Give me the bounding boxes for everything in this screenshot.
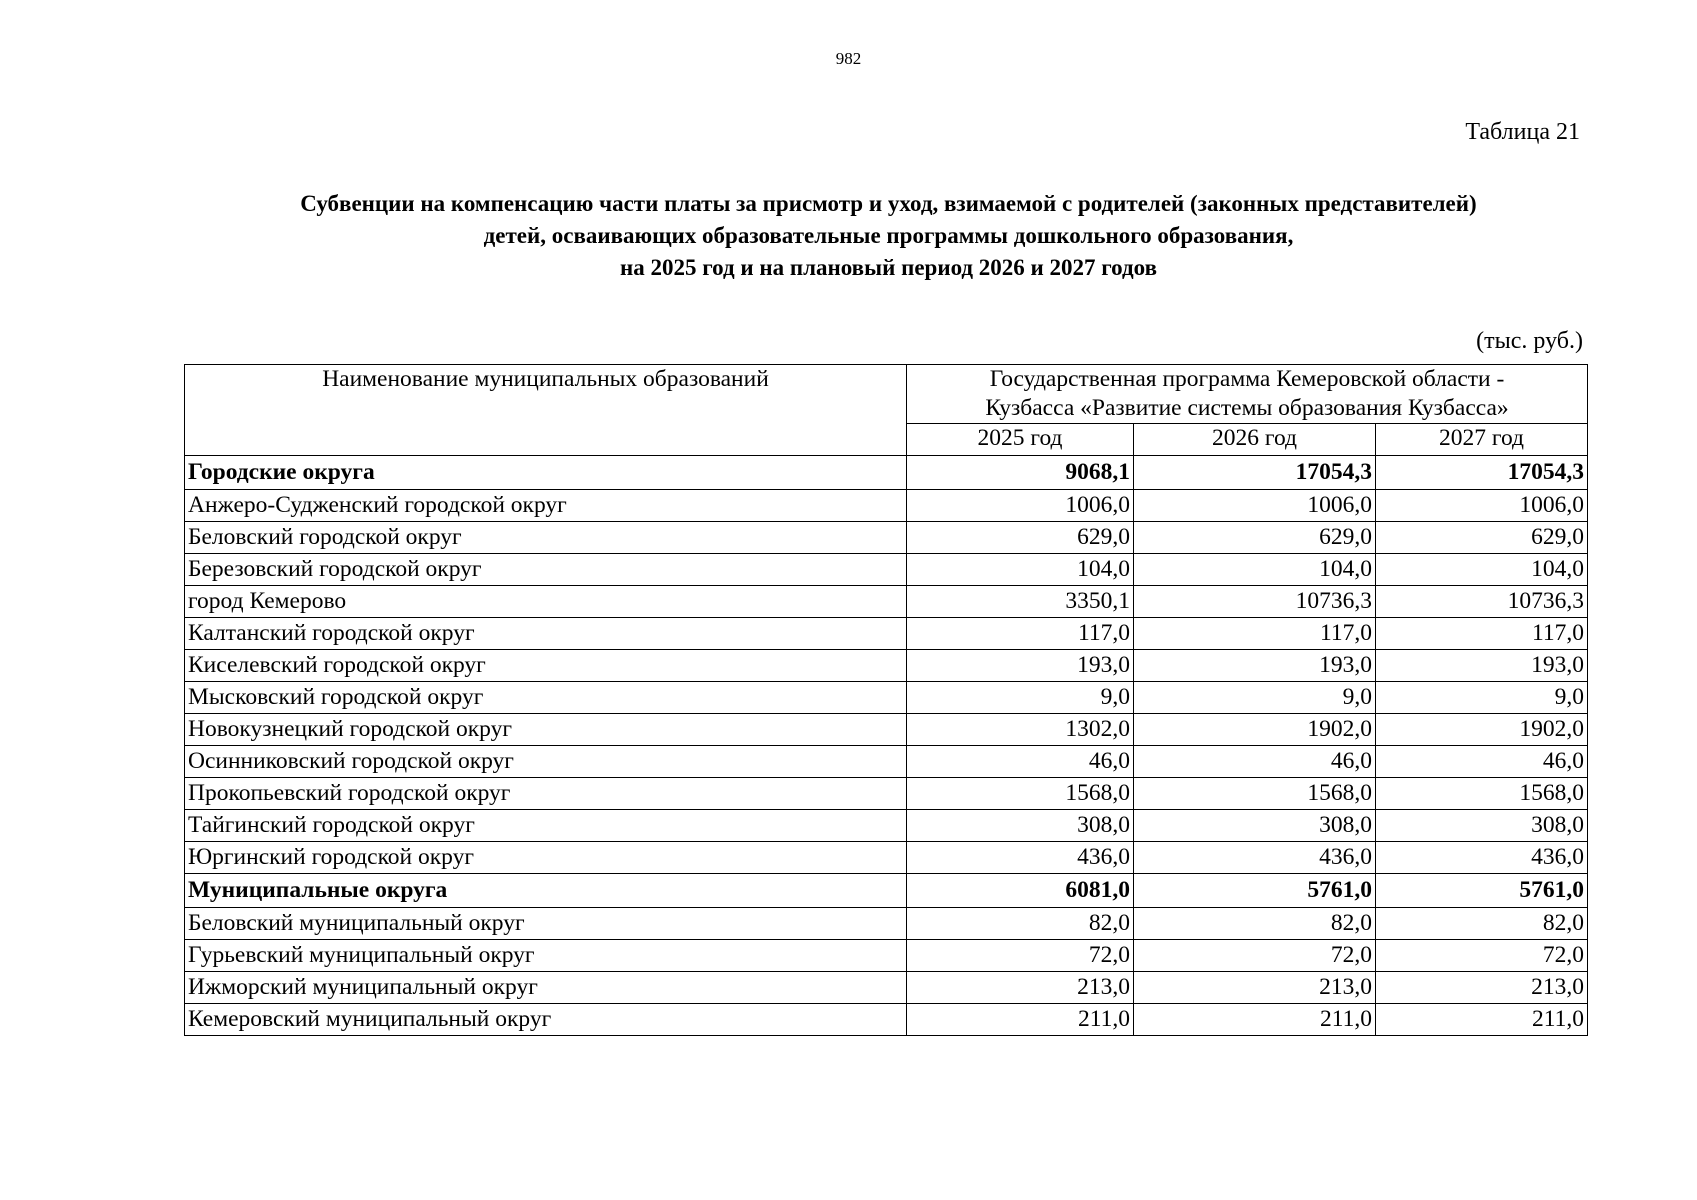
value-2025: 104,0 [907, 554, 1134, 586]
value-2026: 211,0 [1134, 1004, 1376, 1036]
page-number: 982 [835, 49, 862, 68]
value-2027: 629,0 [1376, 522, 1588, 554]
municipality-name: Новокузнецкий городской округ [185, 714, 907, 746]
header-year-2027: 2027 год [1376, 424, 1588, 456]
municipality-name: Калтанский городской округ [185, 618, 907, 650]
table-group-row [185, 874, 1588, 908]
municipality-name: Гурьевский муниципальный округ [185, 940, 907, 972]
value-2025: 1302,0 [907, 714, 1134, 746]
table-row [185, 650, 1588, 682]
value-2026: 17054,3 [1134, 456, 1376, 490]
municipality-name: Березовский городской округ [185, 554, 907, 586]
value-2026: 117,0 [1134, 618, 1376, 650]
municipality-name: Осинниковский городской округ [185, 746, 907, 778]
table-row [185, 1004, 1588, 1036]
municipality-name: Киселевский городской округ [185, 650, 907, 682]
municipality-name: Тайгинский городской округ [185, 810, 907, 842]
table-label: Таблица 21 [1465, 119, 1580, 145]
value-2026: 5761,0 [1134, 874, 1376, 908]
header-program [907, 365, 1588, 424]
header-year-2026: 2026 год [1134, 424, 1376, 456]
value-2025: 213,0 [907, 972, 1134, 1004]
value-2027: 1902,0 [1376, 714, 1588, 746]
value-2026: 1902,0 [1134, 714, 1376, 746]
value-2025: 211,0 [907, 1004, 1134, 1036]
value-2025: 193,0 [907, 650, 1134, 682]
municipality-name: Муниципальные округа [185, 874, 907, 908]
value-2027: 72,0 [1376, 940, 1588, 972]
table-row [185, 940, 1588, 972]
municipality-name: Городские округа [185, 456, 907, 490]
municipality-name: Прокопьевский городской округ [185, 778, 907, 810]
subsidies-table [184, 364, 1588, 1036]
table-body [185, 456, 1588, 1036]
value-2027: 436,0 [1376, 842, 1588, 874]
value-2025: 308,0 [907, 810, 1134, 842]
value-2027: 211,0 [1376, 1004, 1588, 1036]
value-2027: 117,0 [1376, 618, 1588, 650]
value-2025: 1568,0 [907, 778, 1134, 810]
header-year-2025: 2025 год [907, 424, 1134, 456]
value-2027: 5761,0 [1376, 874, 1588, 908]
table-row [185, 490, 1588, 522]
title-line-2: детей, осваивающих образовательные программы дошкольного образования, [483, 223, 1294, 248]
value-2026: 436,0 [1134, 842, 1376, 874]
value-2027: 104,0 [1376, 554, 1588, 586]
table-row [185, 682, 1588, 714]
municipality-name: Беловский городской округ [185, 522, 907, 554]
value-2027: 82,0 [1376, 908, 1588, 940]
value-2027: 17054,3 [1376, 456, 1588, 490]
units-label: (тыс. руб.) [1476, 328, 1583, 354]
table-row [185, 778, 1588, 810]
value-2025: 6081,0 [907, 874, 1134, 908]
municipality-name: Юргинский городской округ [185, 842, 907, 874]
value-2027: 1006,0 [1376, 490, 1588, 522]
municipality-name: Анжеро-Судженский городской округ [185, 490, 907, 522]
value-2025: 3350,1 [907, 586, 1134, 618]
municipality-name: Беловский муниципальный округ [185, 908, 907, 940]
table-row [185, 908, 1588, 940]
table-row [185, 618, 1588, 650]
value-2025: 117,0 [907, 618, 1134, 650]
value-2026: 82,0 [1134, 908, 1376, 940]
municipality-name: Мысковский городской округ [185, 682, 907, 714]
value-2027: 308,0 [1376, 810, 1588, 842]
value-2027: 46,0 [1376, 746, 1588, 778]
value-2027: 10736,3 [1376, 586, 1588, 618]
value-2025: 436,0 [907, 842, 1134, 874]
value-2025: 9,0 [907, 682, 1134, 714]
value-2027: 193,0 [1376, 650, 1588, 682]
value-2026: 72,0 [1134, 940, 1376, 972]
value-2027: 1568,0 [1376, 778, 1588, 810]
table-row [185, 972, 1588, 1004]
value-2026: 308,0 [1134, 810, 1376, 842]
value-2026: 193,0 [1134, 650, 1376, 682]
table-group-row [185, 456, 1588, 490]
table-row [185, 586, 1588, 618]
value-2026: 46,0 [1134, 746, 1376, 778]
municipality-name: город Кемерово [185, 586, 907, 618]
table-row [185, 522, 1588, 554]
value-2025: 46,0 [907, 746, 1134, 778]
value-2025: 629,0 [907, 522, 1134, 554]
header-program-line-1: Государственная программа Кемеровской области - [989, 366, 1505, 392]
value-2026: 1568,0 [1134, 778, 1376, 810]
value-2026: 629,0 [1134, 522, 1376, 554]
header-program-line-2: Кузбасса «Развитие системы образования Кузбасса» [985, 395, 1509, 421]
value-2025: 82,0 [907, 908, 1134, 940]
municipality-name: Ижморский муниципальный округ [185, 972, 907, 1004]
value-2027: 213,0 [1376, 972, 1588, 1004]
document-title [120, 188, 1657, 284]
value-2026: 10736,3 [1134, 586, 1376, 618]
value-2027: 9,0 [1376, 682, 1588, 714]
value-2026: 1006,0 [1134, 490, 1376, 522]
title-line-1: Субвенции на компенсацию части платы за присмотр и уход, взимаемой с родителей (законных представителей) [300, 191, 1477, 216]
value-2026: 213,0 [1134, 972, 1376, 1004]
table-row [185, 554, 1588, 586]
table-row [185, 810, 1588, 842]
header-municipality-name: Наименование муниципальных образований [185, 365, 907, 456]
value-2026: 104,0 [1134, 554, 1376, 586]
table-row [185, 714, 1588, 746]
value-2026: 9,0 [1134, 682, 1376, 714]
table-row [185, 746, 1588, 778]
value-2025: 9068,1 [907, 456, 1134, 490]
municipality-name: Кемеровский муниципальный округ [185, 1004, 907, 1036]
table-row [185, 842, 1588, 874]
value-2025: 72,0 [907, 940, 1134, 972]
title-line-3: на 2025 год и на плановый период 2026 и 2027 годов [620, 255, 1157, 280]
value-2025: 1006,0 [907, 490, 1134, 522]
